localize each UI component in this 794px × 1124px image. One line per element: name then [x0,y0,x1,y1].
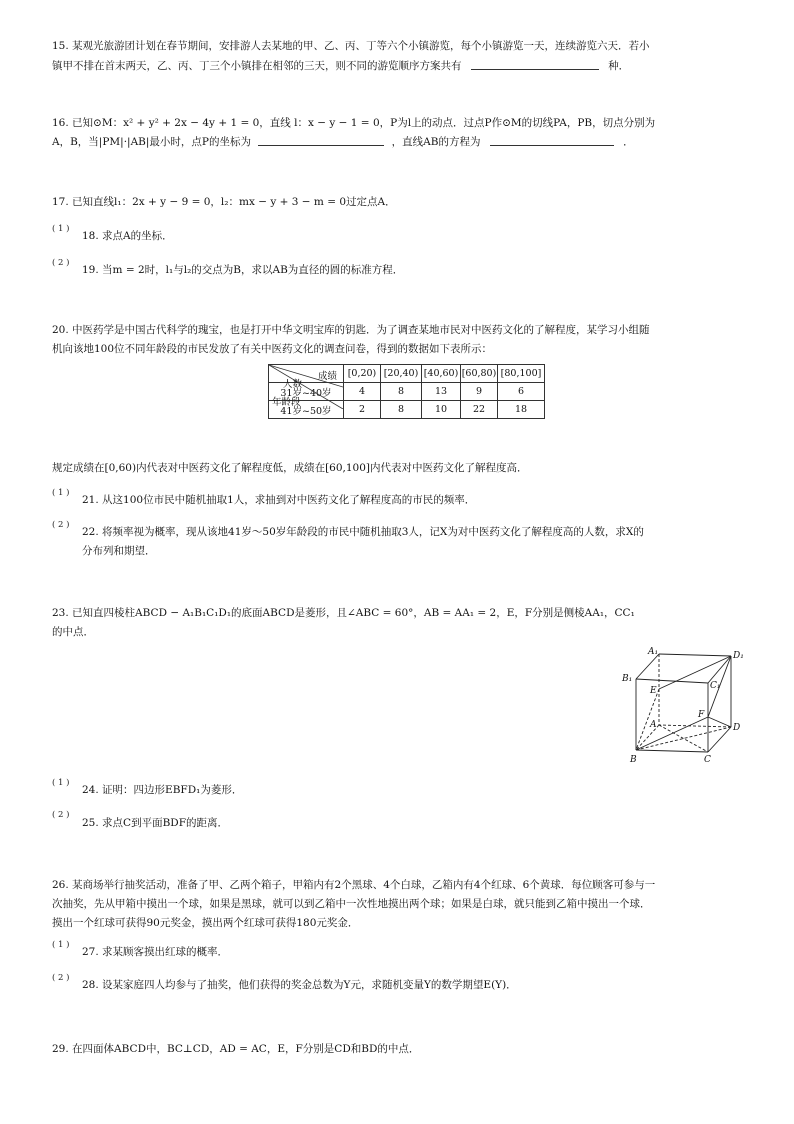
q15-line1: 15. 某观光旅游团计划在春节期间，安排游人去某地的甲、乙、丙、丁等六个小镇游览，每个小镇游览一天，连续游览六天．若小 [52,40,650,52]
table-cell: 18 [498,401,545,419]
q23-part2: 25. 求点C到平面BDF的距离． [82,817,228,829]
q26-part1-tag: ( 1 ) [52,940,70,950]
q26-part2-tag: ( 2 ) [52,973,70,983]
table-row-label: 31岁~40岁 [269,383,344,401]
q26-line1: 26. 某商场举行抽奖活动，准备了甲、乙两个箱子，甲箱内有2个黑球、4个白球，乙箱内有4个红球、6个黄球．每位顾客可参与一 [52,879,656,891]
table-cell: 2 [344,401,381,419]
table-cell: 8 [381,401,422,419]
table-header-2: [40,60) [422,365,461,383]
q17-part2: 19. 当m = 2时，l₁与l₂的交点为B，求以AB为直径的圆的标准方程． [82,264,404,276]
q15-suffix: 种． [608,60,630,72]
label-F: F [698,710,705,720]
q16-text-a: A，B，当|PM|·|AB|最小时，点P的坐标为 [52,136,251,148]
table-header-row [269,365,545,383]
q16-text-c: ． [623,136,634,148]
corner-label-count: 人数 [283,379,303,390]
q16-line1: 16. 已知⊙M：x² + y² + 2x − 4y + 1 = 0，直线 l：x − y − 1 = 0，P为l上的动点．过点P作⊙M的切线PA，PB，切点分别为 [52,117,656,129]
q20-line1: 20. 中医药学是中国古代科学的瑰宝，也是打开中华文明宝库的钥匙．为了调查某地市民对中医药文化的了解程度，某学习小组随 [52,324,650,336]
table-cell: 6 [498,383,545,401]
q26-line2: 次抽奖，先从甲箱中摸出一个球，如果是黑球，就可以到乙箱中一次性地摸出两个球；如果是白球，就只能到乙箱中摸出一个球． [52,898,651,910]
label-B1: B₁ [622,674,633,684]
table-cell: 22 [461,401,498,419]
label-A: A [650,720,657,730]
q17-part1-tag: ( 1 ) [52,224,70,234]
q17-part1: 18. 求点A的坐标． [82,230,173,242]
label-D: D [733,723,741,733]
q20-part2-tag: ( 2 ) [52,520,70,530]
q16-text-b: ，直线AB的方程为 [391,136,481,148]
q23-part1: 24. 证明：四边形EBFD₁为菱形． [82,784,243,796]
label-C1: C₁ [710,681,721,691]
q15-line2 [52,58,629,74]
q23-part2-tag: ( 2 ) [52,810,70,820]
q26-part2: 28. 设某家庭四人均参与了抽奖，他们获得的奖金总数为Y元，求随机变量Y的数学期望E(Y)． [82,979,517,991]
table-header-4: [80,100] [498,365,545,383]
table-cell: 8 [381,383,422,401]
q20-line2: 机向该地100位不同年龄段的市民发放了有关中医药文化的调查问卷，得到的数据如下表所示： [52,343,493,355]
q23-line1: 23. 已知直四棱柱ABCD − A₁B₁C₁D₁的底面ABCD是菱形，且∠ABC = 60°，AB = AA₁ = 2，E，F分别是侧棱AA₁，CC₁ [52,607,635,619]
label-E: E [650,686,657,696]
table-header-1: [20,40) [381,365,422,383]
q26-line3: 摸出一个红球可获得90元奖金，摸出两个红球可获得180元奖金． [52,917,359,929]
corner-label-age: 年龄段 [272,397,301,408]
q20-rule: 规定成绩在[0,60)内代表对中医药文化了解程度低，成绩在[60,100]内代表对中医药文化了解程度高． [52,462,528,474]
q20-part1-tag: ( 1 ) [52,488,70,498]
survey-table [268,364,545,419]
table-cell: 13 [422,383,461,401]
table-cell: 4 [344,383,381,401]
q20-part1: 21. 从这100位市民中随机抽取1人，求抽到对中医药文化了解程度高的市民的频率． [82,494,476,506]
q15-text: 镇甲不排在首末两天，乙、丙、丁三个小镇排在相邻的三天，则不同的游览顺序方案共有 [52,60,462,72]
label-B: B [630,755,637,765]
table-header-0: [0,20) [344,365,381,383]
q20-part2-line2: 分布列和期望． [82,545,156,557]
q23-line2: 的中点． [52,626,94,638]
q16-answer-blank-2[interactable] [490,134,614,146]
q20-part2-line1: 22. 将频率视为概率，现从该地41岁～50岁年龄段的市民中随机抽取3人，记X为对中医药文化了解程度高的人数，求X的 [82,526,644,538]
label-A1: A₁ [648,647,659,657]
corner-label-score: 成绩 [317,371,337,382]
q16-answer-blank-1[interactable] [258,134,384,146]
table-cell: 9 [461,383,498,401]
q29-line1: 29. 在四面体ABCD中，BC⊥CD，AD = AC，E，F分别是CD和BD的中点． [52,1043,420,1055]
q16-line2 [52,134,634,150]
table-row-label: 41岁~50岁 [269,401,344,419]
q17-stem: 17. 已知直线l₁：2x + y − 9 = 0，l₂：mx − y + 3 − m = 0过定点A． [52,196,396,208]
prism-figure [618,645,748,770]
q23-part1-tag: ( 1 ) [52,778,70,788]
q15-answer-blank[interactable] [471,58,599,70]
table-header-3: [60,80) [461,365,498,383]
table-cell: 10 [422,401,461,419]
q26-part1: 27. 求某顾客摸出红球的概率． [82,946,229,958]
q17-part2-tag: ( 2 ) [52,258,70,268]
label-C: C [704,755,711,765]
label-D1: D₁ [733,651,744,661]
